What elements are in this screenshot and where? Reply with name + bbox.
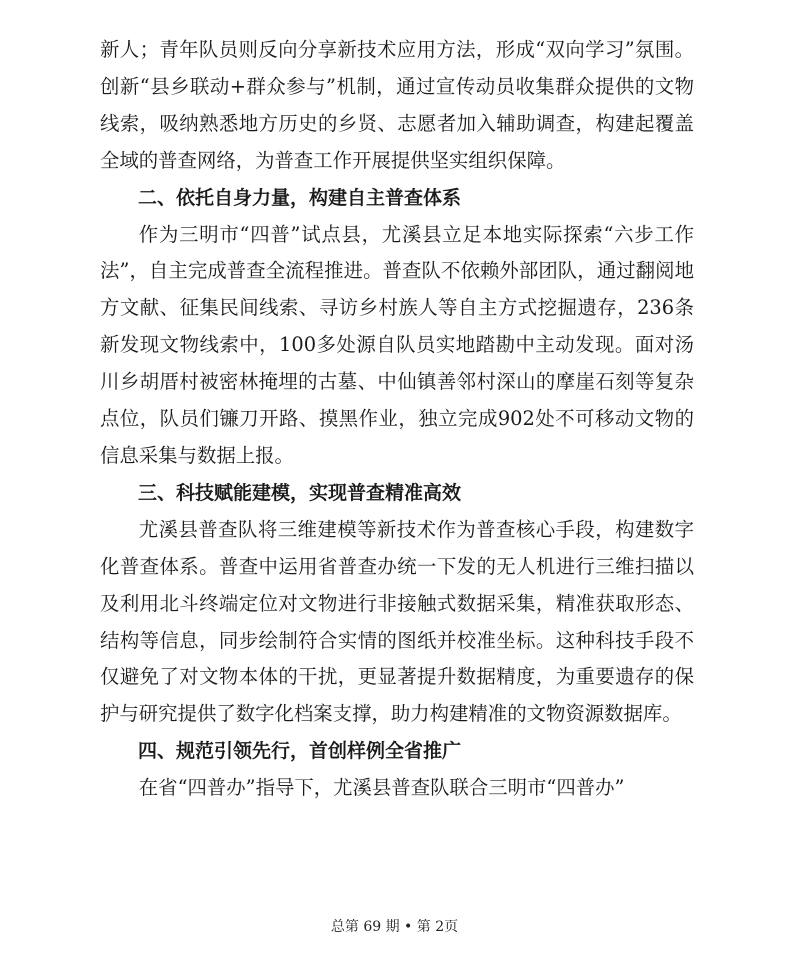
- page-footer: 总第 69 期 • 第 2页: [330, 919, 459, 935]
- paragraph-3: 尤溪县普查队将三维建模等新技术作为普查核心手段，构建数字化普查体系。普查中运用省普查办统一下发的无人机进行三维扫描以及利用北斗终端定位对文物进行非接触式数据采集，精准获取形态、结构等信息，同步绘制符合实情的图纸并校准坐标。这种科技手段不仅避免了对文物本体的干扰，更显著提升数据精度，为重要遗存的保护与研究提供了数字化档案支撑，助力构建精准的文物资源数据库。: [100, 517, 694, 726]
- document-body: [100, 32, 694, 807]
- section-heading-4: 四、规范引领先行，首创样例全省推广: [138, 740, 462, 763]
- section-heading-3: 三、科技赋能建模，实现普查精准高效: [138, 481, 462, 504]
- paragraph-4: 在省“四普办”指导下，尤溪县普查队联合三明市“四普办”: [138, 776, 625, 800]
- paragraph-2: 作为三明市“四普”试点县，尤溪县立足本地实际探索“六步工作法”，自主完成普查全流程推进。普查队不依赖外部团队，通过翻阅地方文献、征集民间线索、寻访乡村族人等自主方式挖掘遗存，236条新发现文物线索中，100多处源自队员实地踏勘中主动发现。面对汤川乡胡厝村被密林掩埋的古墓、中仙镇善邻村深山的摩崖石刻等复杂点位，队员们镰刀开路、摸黑作业，独立完成902处不可移动文物的信息采集与数据上报。: [100, 222, 694, 467]
- paragraph-1: 新人；青年队员则反向分享新技术应用方法，形成“双向学习”氛围。创新“县乡联动+群众参与”机制，通过宣传动员收集群众提供的文物线索，吸纳熟悉地方历史的乡贤、志愿者加入辅助调查，构建起覆盖全域的普查网络，为普查工作开展提供坚实组织保障。: [100, 38, 694, 172]
- section-heading-2: 二、依托自身力量，构建自主普查体系: [138, 186, 462, 209]
